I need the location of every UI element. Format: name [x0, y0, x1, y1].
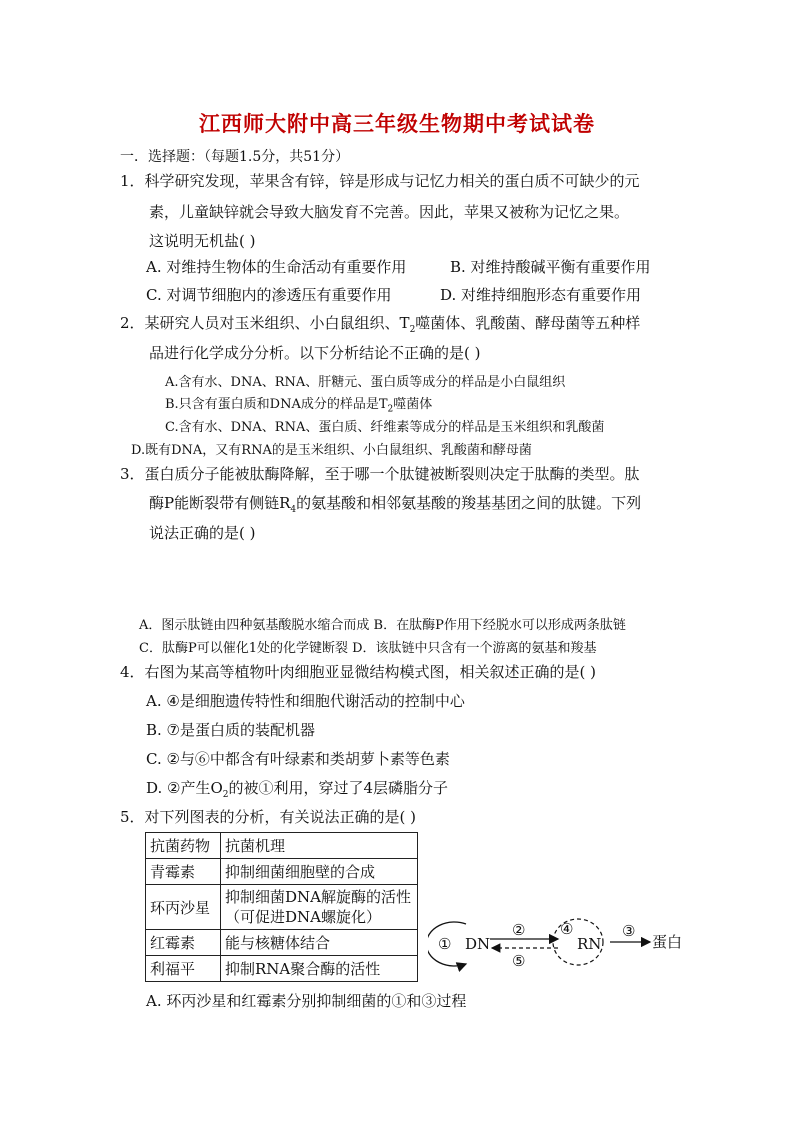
q5-line-1: 5．对下列图表的分析，有关说法正确的是( ): [120, 808, 417, 826]
q1-option-c: C. 对调节细胞内的渗透压有重要作用: [146, 286, 392, 304]
q1-line-2: 素，儿童缺锌就会导致大脑发育不完善。因此，苹果又被称为记忆之果。: [149, 203, 630, 221]
q1-line-3: 这说明无机盐( ): [149, 232, 256, 250]
table-row: [146, 956, 418, 982]
central-dogma-diagram: [428, 912, 698, 974]
q3-line-2: 酶P能断裂带有侧链$R_4$的氨基酸和相邻氨基酸的羧基基团之间的肽键。下列: [149, 494, 642, 515]
table-cell: 青霉素: [146, 859, 221, 885]
section-heading: 一．选择题：（每题1.5分，共51分）: [120, 149, 350, 165]
q3-options-ab: A．图示肽链由四种氨基酸脱水缩合而成 B．在肽酶P作用下经脱水可以形成两条肽链: [139, 618, 626, 633]
q3-line-3: 说法正确的是( ): [149, 524, 256, 542]
q4-option-a: A. ④是细胞遗传特性和细胞代谢活动的控制中心: [146, 692, 465, 710]
q3-line-1: 3．蛋白质分子能被肽酶降解，至于哪一个肽键被断裂则决定于肽酶的类型。肽: [120, 465, 640, 483]
q1-line-1: 1．科学研究发现，苹果含有锌，锌是形成与记忆力相关的蛋白质不可缺少的元: [120, 172, 640, 190]
label-1: ①: [438, 935, 452, 953]
table-cell: 抑制细菌DNA解旋酶的活性（可促进DNA螺旋化）: [221, 885, 418, 930]
label-protein: 蛋白: [652, 933, 683, 951]
q4-option-d: D. ②产生$O_2$的被①利用，穿过了4层磷脂分子: [146, 779, 449, 800]
label-4: ④: [560, 920, 574, 938]
q2-option-a: A.含有水、DNA、RNA、肝糖元、蛋白质等成分的样品是小白鼠组织: [165, 375, 566, 390]
table-cell: 红霉素: [146, 930, 221, 956]
table-row: [146, 833, 418, 859]
q1-option-a: A. 对维持生物体的生命活动有重要作用: [146, 258, 407, 276]
q2-option-b: B.只含有蛋白质和DNA成分的样品是$T_2$噬菌体: [165, 397, 433, 415]
table-row: [146, 859, 418, 885]
label-dna: DN: [465, 935, 491, 953]
q2-line-2: 品进行化学成分分析。以下分析结论不正确的是( ): [149, 344, 481, 362]
q2-option-c: C.含有水、DNA、RNA、蛋白质、纤维素等成分的样品是玉米组织和乳酸菌: [165, 420, 605, 435]
q5-option-a: A. 环丙沙星和红霉素分别抑制细菌的①和③过程: [146, 992, 467, 1010]
q4-option-b: B. ⑦是蛋白质的装配机器: [146, 721, 316, 739]
q1-option-b: B. 对维持酸碱平衡有重要作用: [450, 258, 651, 276]
table-cell: 环丙沙星: [146, 885, 221, 930]
table-row: [146, 885, 418, 930]
table-cell: 抑制细菌细胞壁的合成: [221, 859, 418, 885]
label-5: ⑤: [512, 952, 526, 970]
table-cell: 抑制RNA聚合酶的活性: [221, 956, 418, 982]
label-3: ③: [622, 922, 636, 940]
q2-line-1: 2．某研究人员对玉米组织、小白鼠组织、$T_2$噬菌体、乳酸菌、酵母菌等五种样: [120, 314, 641, 335]
antibiotic-table: [145, 832, 418, 982]
q3-options-cd: C．肽酶P可以催化1处的化学键断裂 D．该肽链中只含有一个游离的氨基和羧基: [139, 641, 597, 656]
table-cell: 利福平: [146, 956, 221, 982]
label-rna: RN: [577, 935, 602, 953]
q4-line-1: 4．右图为某高等植物叶肉细胞亚显微结构模式图，相关叙述正确的是( ): [120, 663, 597, 681]
page-title: 江西师大附中高三年级生物期中考试试卷: [199, 111, 595, 136]
table-row: [146, 930, 418, 956]
table-cell: 抗菌药物: [146, 833, 221, 859]
label-2: ②: [512, 921, 526, 939]
table-cell: 抗菌机理: [221, 833, 418, 859]
table-cell: 能与核糖体结合: [221, 930, 418, 956]
q4-option-c: C. ②与⑥中都含有叶绿素和类胡萝卜素等色素: [146, 750, 450, 768]
q1-option-d: D. 对维持细胞形态有重要作用: [440, 286, 642, 304]
q2-option-d: D.既有DNA，又有RNA的是玉米组织、小白鼠组织、乳酸菌和酵母菌: [131, 443, 532, 458]
